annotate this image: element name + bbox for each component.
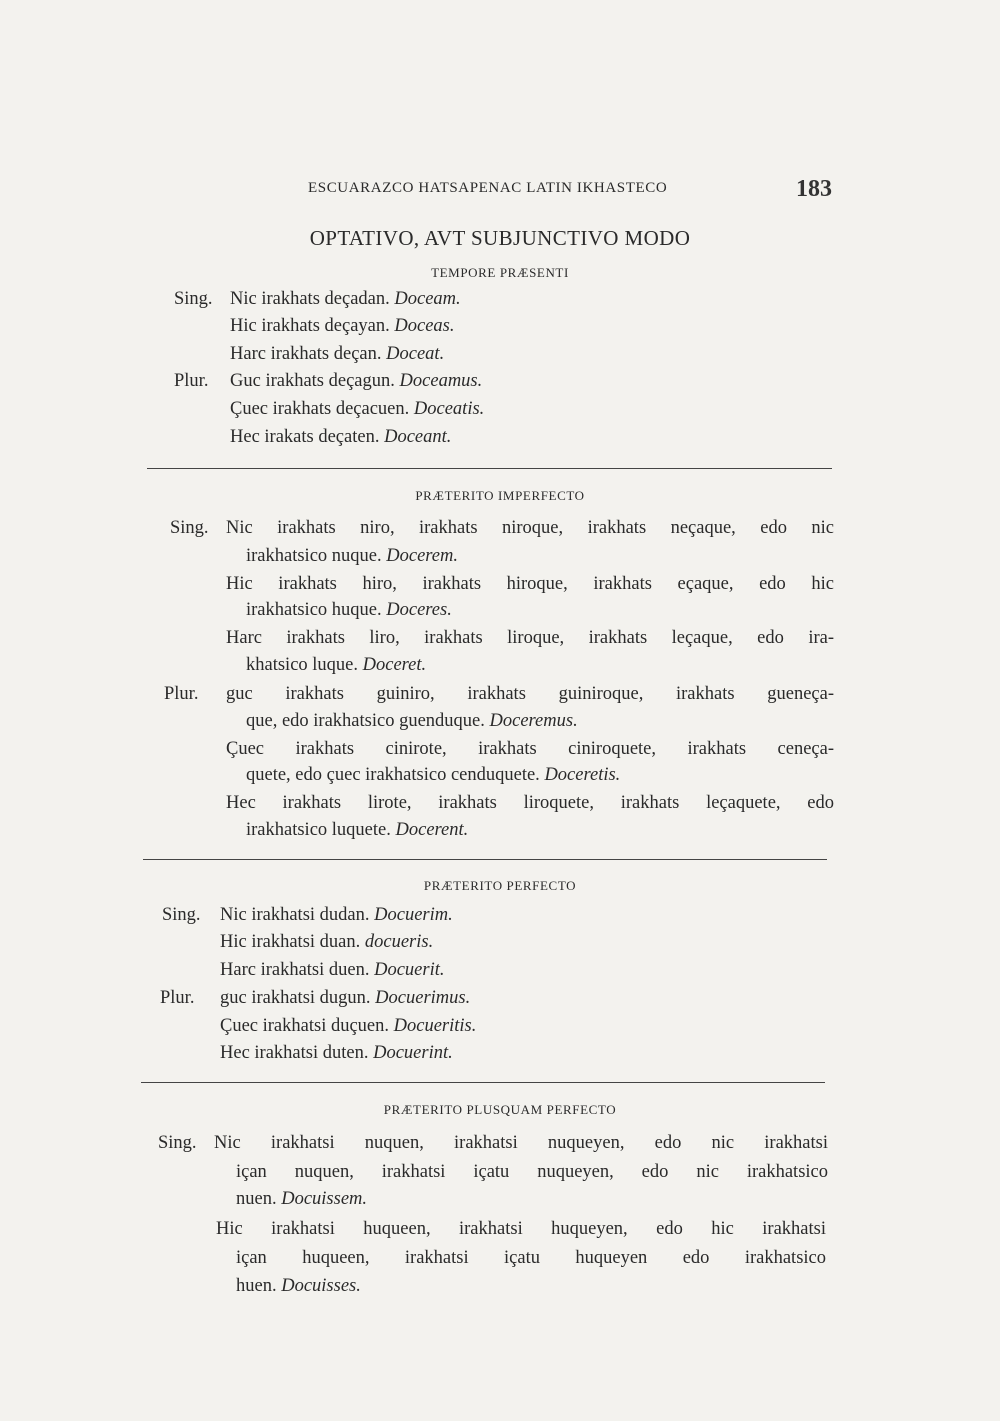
conjugation-line: nuen. Docuissem. xyxy=(236,1189,368,1209)
plur-label: Plur. xyxy=(164,684,199,704)
conjugation-line: Nic irakhatsi nuquen, irakhatsi nuqueyen, edo nic irakhatsi xyxy=(214,1133,828,1153)
section-divider xyxy=(147,468,832,469)
conjugation-line: Çuec irakhats deçacuen. Doceatis. xyxy=(230,399,485,419)
page-number: 183 xyxy=(796,176,832,202)
conjugation-line: Guc irakhats deçagun. Doceamus. xyxy=(230,371,483,391)
sing-label: Sing. xyxy=(158,1133,197,1153)
conjugation-line: irakhatsico huque. Doceres. xyxy=(246,600,452,620)
conjugation-line: Hec irakhats lirote, irakhats liroquete, irakhats leçaquete, edo xyxy=(226,793,834,813)
section-heading-pluperfect: PRÆTERITO PLUSQUAM PERFECTO xyxy=(383,1102,617,1117)
conjugation-line: guc irakhats guiniro, irakhats guiniroque, irakhats gueneça- xyxy=(226,684,834,704)
conjugation-line: içan nuquen, irakhatsi içatu nuqueyen, edo nic irakhatsico xyxy=(236,1162,828,1182)
conjugation-line: Harc irakhats liro, irakhats liroque, irakhats leçaque, edo ira- xyxy=(226,628,834,648)
conjugation-line: Nic irakhats deçadan. Doceam. xyxy=(230,289,461,309)
conjugation-line: Hic irakhatsi duan. docueris. xyxy=(220,932,434,952)
section-divider xyxy=(141,1082,825,1083)
sing-label: Sing. xyxy=(170,518,209,538)
conjugation-line: Harc irakhatsi duen. Docuerit. xyxy=(220,960,445,980)
section-heading-present: TEMPORE PRÆSENTI xyxy=(431,265,569,280)
conjugation-line: Harc irakhats deçan. Doceat. xyxy=(230,344,445,364)
conjugation-line: Nic irakhatsi dudan. Docuerim. xyxy=(220,905,453,925)
conjugation-line: Hic irakhats deçayan. Doceas. xyxy=(230,316,455,336)
section-heading-imperfect: PRÆTERITO IMPERFECTO xyxy=(415,488,585,503)
conjugation-line: irakhatsico nuque. Docerem. xyxy=(246,546,458,566)
conjugation-line: Hic irakhats hiro, irakhats hiroque, irakhats eçaque, edo hic xyxy=(226,574,834,594)
conjugation-line: Çuec irakhats cinirote, irakhats ciniroquete, irakhats ceneça- xyxy=(226,739,834,759)
conjugation-line: Hec irakats deçaten. Doceant. xyxy=(230,427,452,447)
running-head: ESCUARAZCO HATSAPENAC LATIN IKHASTECO xyxy=(308,180,668,196)
conjugation-line: khatsico luque. Doceret. xyxy=(246,655,427,675)
sing-label: Sing. xyxy=(162,905,201,925)
sing-label: Sing. xyxy=(174,289,213,309)
conjugation-line: Hic irakhatsi huqueen, irakhatsi huqueyen, edo hic irakhatsi xyxy=(216,1219,826,1239)
conjugation-line: quete, edo çuec irakhatsico cenduquete. Doceretis. xyxy=(246,765,621,785)
conjugation-line: huen. Docuisses. xyxy=(236,1276,361,1296)
section-divider xyxy=(143,859,827,860)
conjugation-line: Nic irakhats niro, irakhats niroque, irakhats neçaque, edo nic xyxy=(226,518,834,538)
plur-label: Plur. xyxy=(174,371,209,391)
plur-label: Plur. xyxy=(160,988,195,1008)
conjugation-line: Hec irakhatsi duten. Docuerint. xyxy=(220,1043,453,1063)
conjugation-line: guc irakhatsi dugun. Docuerimus. xyxy=(220,988,471,1008)
conjugation-line: içan huqueen, irakhatsi içatu huqueyen edo irakhatsico xyxy=(236,1248,826,1268)
conjugation-line: irakhatsico luquete. Docerent. xyxy=(246,820,469,840)
conjugation-line: Çuec irakhatsi duçuen. Docueritis. xyxy=(220,1016,477,1036)
conjugation-line: que, edo irakhatsico guenduque. Doceremus. xyxy=(246,711,578,731)
section-heading-perfect: PRÆTERITO PERFECTO xyxy=(423,878,577,893)
page-title: OPTATIVO, AVT SUBJUNCTIVO MODO xyxy=(309,226,691,250)
